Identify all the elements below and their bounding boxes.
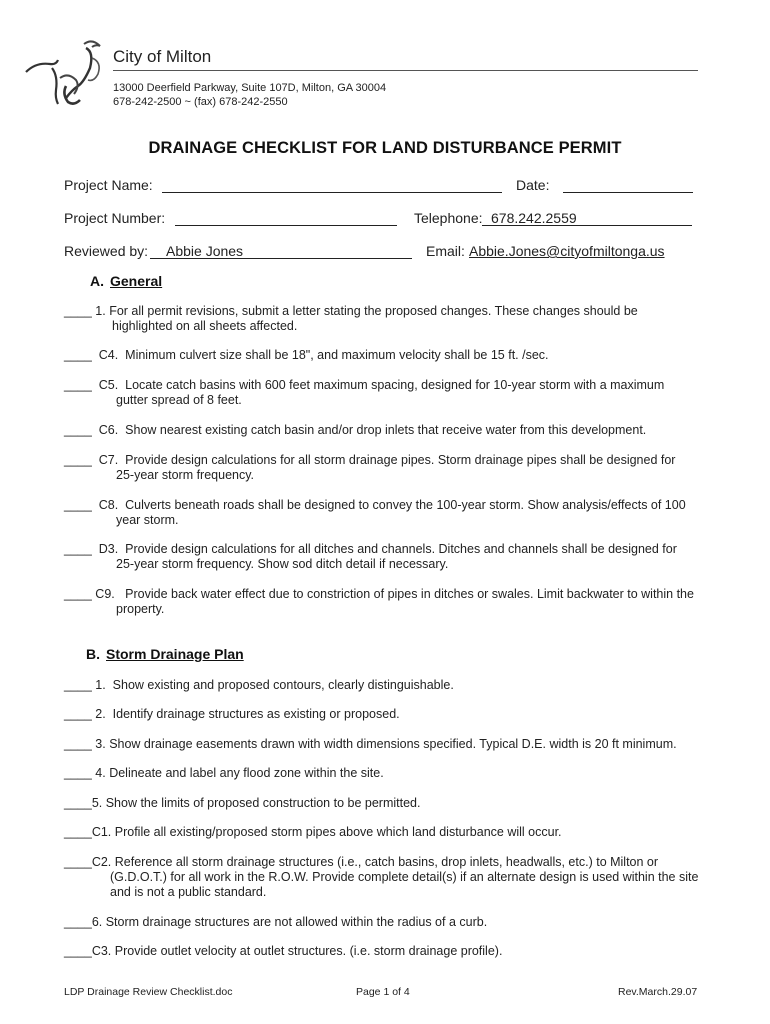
item-text: Provide outlet velocity at outlet structures. (i.e. storm drainage profile). <box>114 944 503 958</box>
check-blank[interactable]: ____ <box>64 707 92 721</box>
item-number: C1. <box>91 825 115 839</box>
footer-revision: Rev.March.29.07 <box>618 986 698 998</box>
item-number: 1. <box>91 304 110 318</box>
checklist-item <box>64 944 724 959</box>
item-text: Locate catch basins with 600 feet maximum spacing, designed for 10-year storm with a maximum <box>125 378 665 392</box>
date-underline <box>563 192 693 193</box>
item-text: For all permit revisions, submit a letter stating the proposed changes. These changes should be <box>109 304 638 318</box>
item-text: Minimum culvert size shall be 18", and maximum velocity shall be 15 ft. /sec. <box>125 348 549 362</box>
check-blank[interactable]: ____ <box>64 737 92 751</box>
check-blank[interactable]: ____ <box>64 944 92 958</box>
checklist-item <box>64 348 724 363</box>
checklist-item <box>64 766 724 781</box>
telephone-value: 678.242.2559 <box>491 210 577 226</box>
check-blank[interactable]: ____ <box>64 378 92 392</box>
city-name: City of Milton <box>113 47 212 66</box>
item-text: Show the limits of proposed construction to be permitted. <box>105 796 421 810</box>
section-a-title: General <box>110 273 163 289</box>
reviewed-by-label: Reviewed by: <box>64 243 149 259</box>
item-text: Show nearest existing catch basin and/or drop inlets that receive water from this development. <box>125 423 647 437</box>
check-blank[interactable]: ____ <box>64 825 92 839</box>
item-number: C4. <box>91 348 126 362</box>
item-text: Show drainage easements drawn with width dimensions specified. Typical D.E. width is 20 ft minimum. <box>109 737 677 751</box>
reviewed-by-value: Abbie Jones <box>166 243 244 259</box>
checklist-item <box>64 855 724 900</box>
item-text: Culverts beneath roads shall be designed to convey the 100-year storm. Show analysis/effects of 100 <box>125 498 686 512</box>
item-number: C6. <box>91 423 126 437</box>
item-text: Reference all storm drainage structures (i.e., catch basins, drop inlets, headwalls, etc.) to Milton or <box>114 855 659 869</box>
item-number: 6. <box>91 915 106 929</box>
checklist-item <box>64 678 724 693</box>
item-number: C7. <box>91 453 126 467</box>
section-b-title: Storm Drainage Plan <box>106 646 244 662</box>
check-blank[interactable]: ____ <box>64 423 92 437</box>
checklist-item <box>64 453 724 483</box>
address-line-1: 13000 Deerfield Parkway, Suite 107D, Milton, GA 30004 <box>113 82 387 94</box>
project-name-underline <box>162 192 502 193</box>
check-blank[interactable]: ____ <box>64 678 92 692</box>
checklist-item <box>64 737 724 752</box>
item-number: C2. <box>91 855 115 869</box>
check-blank[interactable]: ____ <box>64 766 92 780</box>
check-blank[interactable]: ____ <box>64 453 92 467</box>
item-text-continued: highlighted on all sheets affected. <box>112 319 298 333</box>
item-number: 4. <box>91 766 110 780</box>
checklist-item <box>64 915 724 930</box>
item-text: Delineate and label any flood zone within the site. <box>109 766 384 780</box>
telephone-label: Telephone: <box>414 210 483 226</box>
item-text: Storm drainage structures are not allowed within the radius of a curb. <box>105 915 488 929</box>
section-b-heading <box>86 646 244 662</box>
item-number: C8. <box>91 498 126 512</box>
checklist-item <box>64 304 724 334</box>
header-divider <box>113 70 698 71</box>
item-number: C9. <box>91 587 126 601</box>
project-number-label: Project Number: <box>64 210 166 226</box>
section-a-heading <box>90 273 162 289</box>
item-text-continued: and is not a public standard. <box>110 885 267 899</box>
item-text: Provide design calculations for all ditches and channels. Ditches and channels shall be designed for <box>125 542 677 556</box>
checklist-item <box>64 796 724 811</box>
item-text-continued: year storm. <box>116 513 179 527</box>
checklist-item <box>64 423 724 438</box>
item-text: Provide design calculations for all storm drainage pipes. Storm drainage pipes shall be designed for <box>125 453 676 467</box>
check-blank[interactable]: ____ <box>64 855 92 869</box>
item-text: Show existing and proposed contours, clearly distinguishable. <box>112 678 454 692</box>
item-text: Identify drainage structures as existing or proposed. <box>112 707 400 721</box>
checklist-item <box>64 707 724 722</box>
section-a-letter: A. <box>90 273 104 289</box>
item-text-continued: property. <box>116 602 165 616</box>
item-number: 5. <box>91 796 106 810</box>
item-text-continued: (G.D.O.T.) for all work in the R.O.W. Provide complete detail(s) if an alternate design is used within the site <box>110 870 699 884</box>
section-b-letter: B. <box>86 646 100 662</box>
email-link[interactable]: Abbie.Jones@cityofmiltonga.us <box>469 243 665 259</box>
check-blank[interactable]: ____ <box>64 542 92 556</box>
check-blank[interactable]: ____ <box>64 915 92 929</box>
item-text: Provide back water effect due to constriction of pipes in ditches or swales. Limit backwater to within the <box>125 587 694 601</box>
check-blank[interactable]: ____ <box>64 498 92 512</box>
item-text-continued: 25-year storm frequency. <box>116 468 255 482</box>
checklist-item <box>64 825 724 840</box>
check-blank[interactable]: ____ <box>64 796 92 810</box>
item-number: C5. <box>91 378 126 392</box>
item-number: 1. <box>91 678 113 692</box>
check-blank[interactable]: ____ <box>64 348 92 362</box>
checklist-item <box>64 498 724 528</box>
project-name-label: Project Name: <box>64 177 153 193</box>
city-logo-icon <box>22 38 112 108</box>
checklist-item <box>64 542 724 572</box>
check-blank[interactable]: ____ <box>64 587 92 601</box>
date-label: Date: <box>516 177 550 193</box>
document-title: DRAINAGE CHECKLIST FOR LAND DISTURBANCE PERMIT <box>148 139 622 157</box>
item-number: 3. <box>91 737 110 751</box>
item-text-continued: gutter spread of 8 feet. <box>116 393 242 407</box>
item-text-continued: 25-year storm frequency. Show sod ditch detail if necessary. <box>116 557 449 571</box>
item-number: C3. <box>91 944 115 958</box>
item-number: 2. <box>91 707 113 721</box>
email-label: Email: <box>426 243 465 259</box>
project-number-underline <box>175 225 397 226</box>
checklist-item <box>64 378 724 408</box>
checklist-item <box>64 587 724 617</box>
address-line-2: 678-242-2500 ~ (fax) 678-242-2550 <box>113 96 288 108</box>
footer-page-number: Page 1 of 4 <box>356 986 410 998</box>
item-number: D3. <box>91 542 126 556</box>
footer-filename: LDP Drainage Review Checklist.doc <box>64 986 233 998</box>
check-blank[interactable]: ____ <box>64 304 92 318</box>
item-text: Profile all existing/proposed storm pipes above which land disturbance will occur. <box>114 825 562 839</box>
